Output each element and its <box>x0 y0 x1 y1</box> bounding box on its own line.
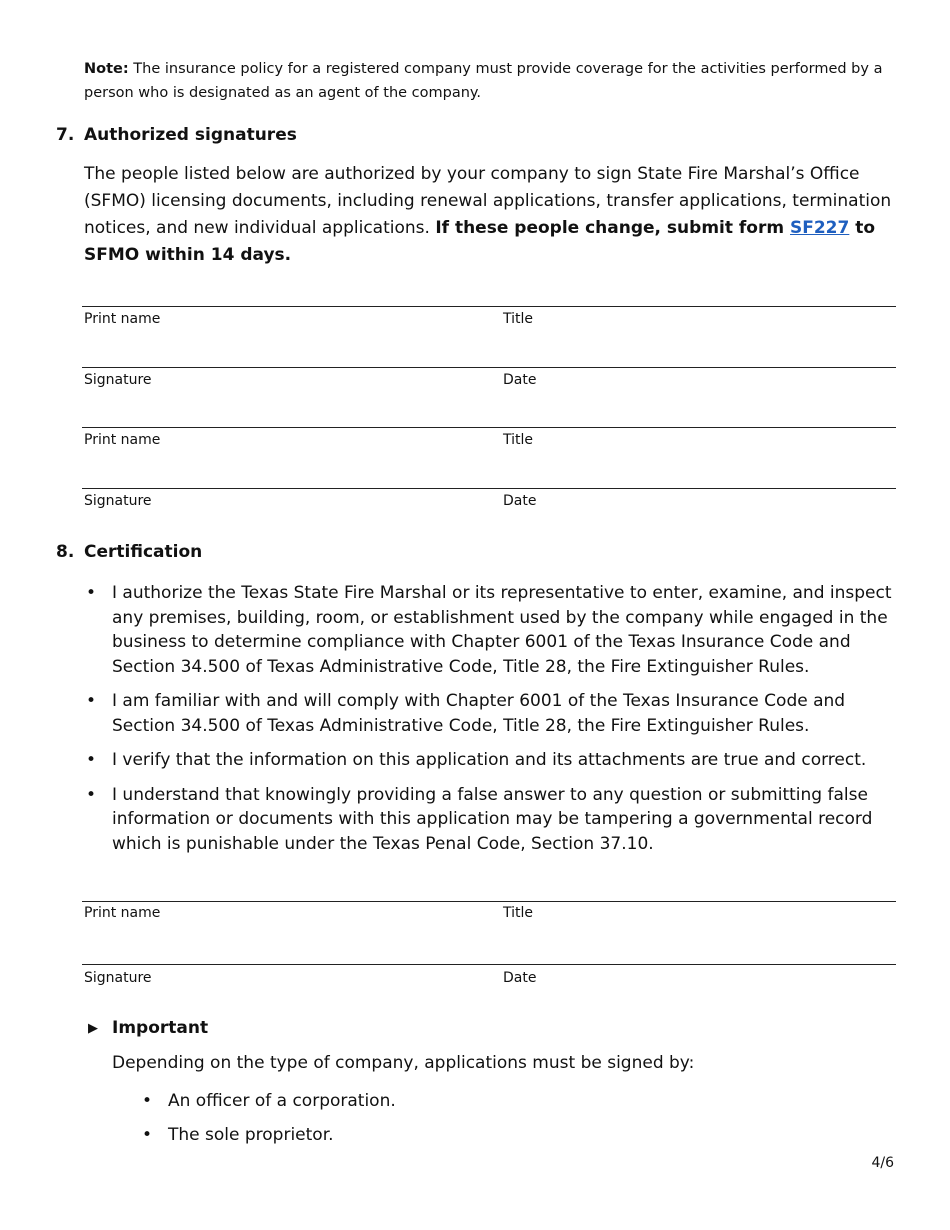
important-text: Depending on the type of company, applications must be signed by: <box>112 1053 695 1073</box>
note-text: The insurance policy for a registered company must provide coverage for the activities performed by a person who is designated as an agent of the company. <box>84 61 883 101</box>
field-row-print-title-2[interactable] <box>82 427 896 486</box>
field-row-print-title-1[interactable] <box>82 306 896 365</box>
print-name-label: Print name <box>84 311 161 327</box>
list-item: • I verify that the information on this application and its attachments are true and correct. <box>84 748 896 773</box>
title-label: Title <box>503 311 534 327</box>
section-7-bold-post: to SFMO within 14 days. <box>84 218 876 265</box>
note-label: Note: <box>84 61 129 77</box>
signer-list <box>140 1089 396 1157</box>
print-name-label: Print name <box>84 432 161 448</box>
section-8-title: Certification <box>84 542 203 562</box>
print-name-label: Print name <box>84 905 161 921</box>
sf227-link[interactable]: SF227 <box>790 218 850 238</box>
page-number: 4/6 <box>871 1155 894 1171</box>
triangle-right-icon: ▶ <box>88 1021 98 1036</box>
section-7-paragraph <box>84 161 896 269</box>
section-7-bold-pre: If these people change, submit form <box>435 218 790 238</box>
title-label: Title <box>503 905 534 921</box>
bullet-icon: • <box>86 691 97 711</box>
date-label: Date <box>503 372 537 388</box>
signature-label: Signature <box>84 970 152 986</box>
bullet-icon: • <box>142 1091 153 1111</box>
bullet-icon: • <box>86 750 97 770</box>
list-item: • I am familiar with and will comply with Chapter 6001 of the Texas Insurance Code and Section 34.500 of Texas Administrative Code, Title 28, the Fire Extinguisher Rules. <box>86 691 846 736</box>
date-label: Date <box>503 493 537 509</box>
date-label: Date <box>503 970 537 986</box>
title-label: Title <box>503 432 534 448</box>
section-7-number: 7. <box>56 125 75 145</box>
field-row-signature-date-1[interactable] <box>82 367 896 426</box>
important-heading: Important <box>112 1018 209 1038</box>
field-row-print-title-3[interactable] <box>82 901 896 964</box>
section-7-text: The people listed below are authorized by your company to sign State Fire Marshal’s Office (SFMO) licensing documents, including renewal applications, transfer applications, termination notices, and new individual applications. <box>84 164 892 238</box>
list-item: • I understand that knowingly providing a false answer to any question or submitting false information or documents with this application may be tampering a governmental record which is punishable under the Texas Penal Code, Section 37.10. <box>86 784 873 854</box>
list-item: • The sole proprietor. <box>142 1125 334 1145</box>
field-row-signature-date-2[interactable] <box>82 488 896 547</box>
insurance-note <box>84 57 896 105</box>
bullet-icon: • <box>86 583 97 603</box>
list-item: • I authorize the Texas State Fire Marshal or its representative to enter, examine, and inspect any premises, building, room, or establishment used by the company while engaged in the business to determine compliance with Chapter 6001 of the Texas Insurance Code and Section 34.500 of Texas Administrative Code, Title 28, the Fire Extinguisher Rules. <box>86 583 892 677</box>
section-7-title: Authorized signatures <box>84 125 297 145</box>
signature-label: Signature <box>84 372 152 388</box>
field-row-signature-date-3[interactable] <box>82 964 896 1023</box>
bullet-icon: • <box>86 784 97 805</box>
list-item: • An officer of a corporation. <box>142 1091 396 1111</box>
signature-label: Signature <box>84 493 152 509</box>
section-8-number: 8. <box>56 542 75 562</box>
bullet-icon: • <box>142 1125 153 1145</box>
certification-list <box>84 581 896 866</box>
